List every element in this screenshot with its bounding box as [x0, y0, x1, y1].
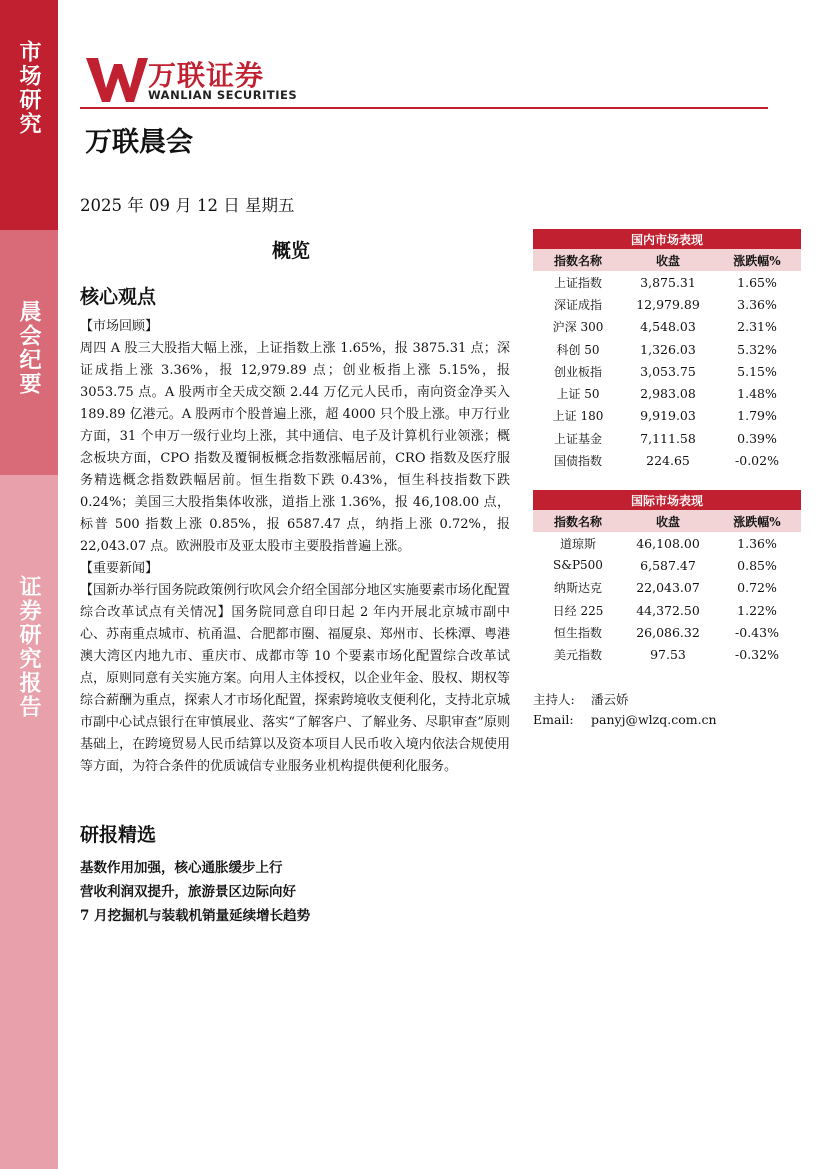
index-name-cell: 恒生指数 [553, 625, 602, 640]
table-row [533, 360, 801, 382]
close-cell: 97.53 [650, 647, 686, 663]
column-header: 指数名称 [533, 249, 623, 271]
core-view-heading: 核心观点 [80, 286, 157, 308]
index-name-cell: 科创 50 [556, 342, 600, 357]
news-text: 【国新办举行国务院政策例行吹风会介绍全国部分地区实施要素市场化配置综合改革试点有关情况】国务院同意自印日起 2 年内开展北京城市副中心、苏南重点城市、杭甬温、合肥都市圈、福厦泉、郑州市、长株潭、粤港澳大湾区内地九市、重庆市、成都市等 10 个要素市场化配置综合改革试点，原则同意有关实施方案。向用人主体授权，以企业年金、股权、期权等综合薪酬为重点，探索人才市场化配置，探索跨境收支便利化，支持北京城市副中心试点银行在审慎展业、落实“了解客户、了解业务、尽职审查”原则基础上，在跨境贸易人民币结算以及资本项目人民币收入境内依法合规使用等方面，为符合条件的优质诚信专业服务业机构提供便利化服务。 [80, 583, 510, 774]
change-cell: 1.36% [737, 535, 777, 551]
column-header: 指数名称 [533, 510, 623, 532]
close-cell: 26,086.32 [636, 624, 700, 640]
table-row [533, 621, 801, 643]
close-cell: 4,548.03 [640, 319, 696, 335]
change-cell: 1.48% [737, 386, 777, 402]
table-row [533, 405, 801, 427]
research-heading: 研报精选 [80, 824, 157, 846]
table-row [533, 316, 801, 338]
sidebar-label: 证券研究报告 [16, 575, 42, 719]
sidebar [0, 0, 58, 1169]
close-cell: 12,979.89 [636, 296, 700, 312]
news-label: 【重要新闻】 [80, 561, 159, 576]
change-cell: 1.79% [737, 408, 777, 424]
change-cell: -0.43% [735, 624, 779, 640]
index-name-cell: 美元指数 [553, 648, 602, 663]
index-name-cell: 上证指数 [553, 275, 602, 290]
sidebar-market-research [0, 0, 58, 230]
change-cell: 3.36% [737, 296, 777, 312]
research-link[interactable]: 7 月挖掘机与装载机销量延续增长趋势 [80, 908, 311, 924]
table-row [533, 554, 801, 576]
change-cell: 0.85% [737, 557, 777, 573]
close-cell: 7,111.58 [640, 430, 696, 446]
table-row [533, 577, 801, 599]
table-row [533, 532, 801, 554]
market-review-label: 【市场回顾】 [80, 319, 159, 334]
index-name-cell: 沪深 300 [552, 320, 604, 335]
sidebar-morning-meeting [0, 230, 58, 475]
change-cell: 1.22% [737, 602, 777, 618]
close-cell: 9,919.03 [640, 408, 696, 424]
close-cell: 3,053.75 [640, 363, 696, 379]
change-cell: -0.32% [735, 647, 779, 663]
brand-name-cn: 万联证券 [148, 59, 265, 92]
host-label: 主持人: [533, 692, 575, 707]
close-cell: 46,108.00 [636, 535, 700, 551]
email-link[interactable]: panyj@wlzq.com.cn [591, 712, 717, 727]
close-cell: 1,326.03 [640, 341, 696, 357]
change-cell: -0.02% [735, 453, 779, 469]
close-cell: 6,587.47 [640, 557, 696, 573]
table-row [533, 427, 801, 449]
change-cell: 5.32% [737, 341, 777, 357]
host-info [533, 690, 629, 708]
research-list [80, 856, 310, 928]
header-divider [80, 107, 768, 109]
table-row [533, 599, 801, 621]
table-row [533, 338, 801, 360]
brand-name-en: WANLIAN SECURITIES [148, 88, 298, 102]
market-review-text: 周四 A 股三大股指大幅上涨，上证指数上涨 1.65%，报 3875.31 点；深证成指上涨 3.36%，报 12,979.89 点；创业板指上涨 5.15%，报 3053.75 点。A 股两市全天成交额 2.44 万亿元人民币，南向资金净买入 189.89 亿港元。A 股两市个股普遍上涨，超 4000 只个股上涨。申万行业方面，31 个申万一级行业均上涨，其中通信、电子及计算机行业领涨；概念板块方面，CPO 指数及覆铜板概念指数涨幅居前，CRO 指数及医疗服务精选概念指数跌幅居前。恒生指数下跌 0.43%，恒生科技指数下跌 0.24%；美国三大股指集体收涨，道指上涨 1.36%，报 46,108.00 点，标普 500 指数上涨 0.85%，报 6587.47 点，纳指上涨 0.72%，报 22,043.07 点。欧洲股市及亚太股市主要股指普遍上涨。 [80, 341, 510, 554]
table-row [533, 449, 801, 471]
column-header: 涨跌幅% [713, 249, 801, 271]
email-info [533, 712, 717, 727]
column-header: 收盘 [623, 249, 713, 271]
sidebar-label: 晨会纪要 [16, 300, 42, 396]
sidebar-research-report [0, 475, 58, 1169]
research-link[interactable]: 营收利润双提升，旅游景区边际向好 [80, 884, 296, 900]
email-label: Email: [533, 712, 574, 727]
column-header: 涨跌幅% [713, 510, 801, 532]
index-name-cell: 上证基金 [553, 431, 602, 446]
page-title: 万联晨会 [85, 127, 193, 158]
close-cell: 224.65 [646, 453, 690, 469]
close-cell: 2,983.08 [640, 386, 696, 402]
index-name-cell: 上证 180 [552, 409, 604, 424]
index-name-cell: 道琼斯 [559, 536, 596, 551]
change-cell: 0.39% [737, 430, 777, 446]
change-cell: 1.65% [737, 274, 777, 290]
international-market-table [533, 490, 801, 666]
table-row [533, 643, 801, 665]
domestic-market-table [533, 229, 801, 472]
report-date: 2025 年 09 月 12 日 星期五 [80, 196, 295, 215]
index-name-cell: 上证 50 [556, 387, 600, 402]
sidebar-label: 市场研究 [16, 40, 42, 136]
index-name-cell: 日经 225 [552, 603, 604, 618]
index-name-cell: S&P500 [553, 558, 603, 573]
overview-body [80, 316, 510, 778]
index-name-cell: 深证成指 [553, 297, 602, 312]
change-cell: 2.31% [737, 319, 777, 335]
table-caption: 国内市场表现 [533, 229, 801, 249]
table-row [533, 271, 801, 293]
close-cell: 22,043.07 [636, 580, 700, 596]
close-cell: 3,875.31 [640, 274, 696, 290]
index-name-cell: 创业板指 [553, 364, 602, 379]
table-row [533, 293, 801, 315]
overview-heading: 概览 [272, 240, 311, 262]
research-link[interactable]: 基数作用加强，核心通胀缓步上行 [80, 860, 283, 876]
table-row [533, 382, 801, 404]
column-header: 收盘 [623, 510, 713, 532]
close-cell: 44,372.50 [636, 602, 700, 618]
index-name-cell: 国债指数 [553, 454, 602, 469]
host-name: 潘云娇 [591, 692, 629, 707]
change-cell: 5.15% [737, 363, 777, 379]
index-name-cell: 纳斯达克 [553, 581, 602, 596]
table-caption: 国际市场表现 [533, 490, 801, 510]
change-cell: 0.72% [737, 580, 777, 596]
